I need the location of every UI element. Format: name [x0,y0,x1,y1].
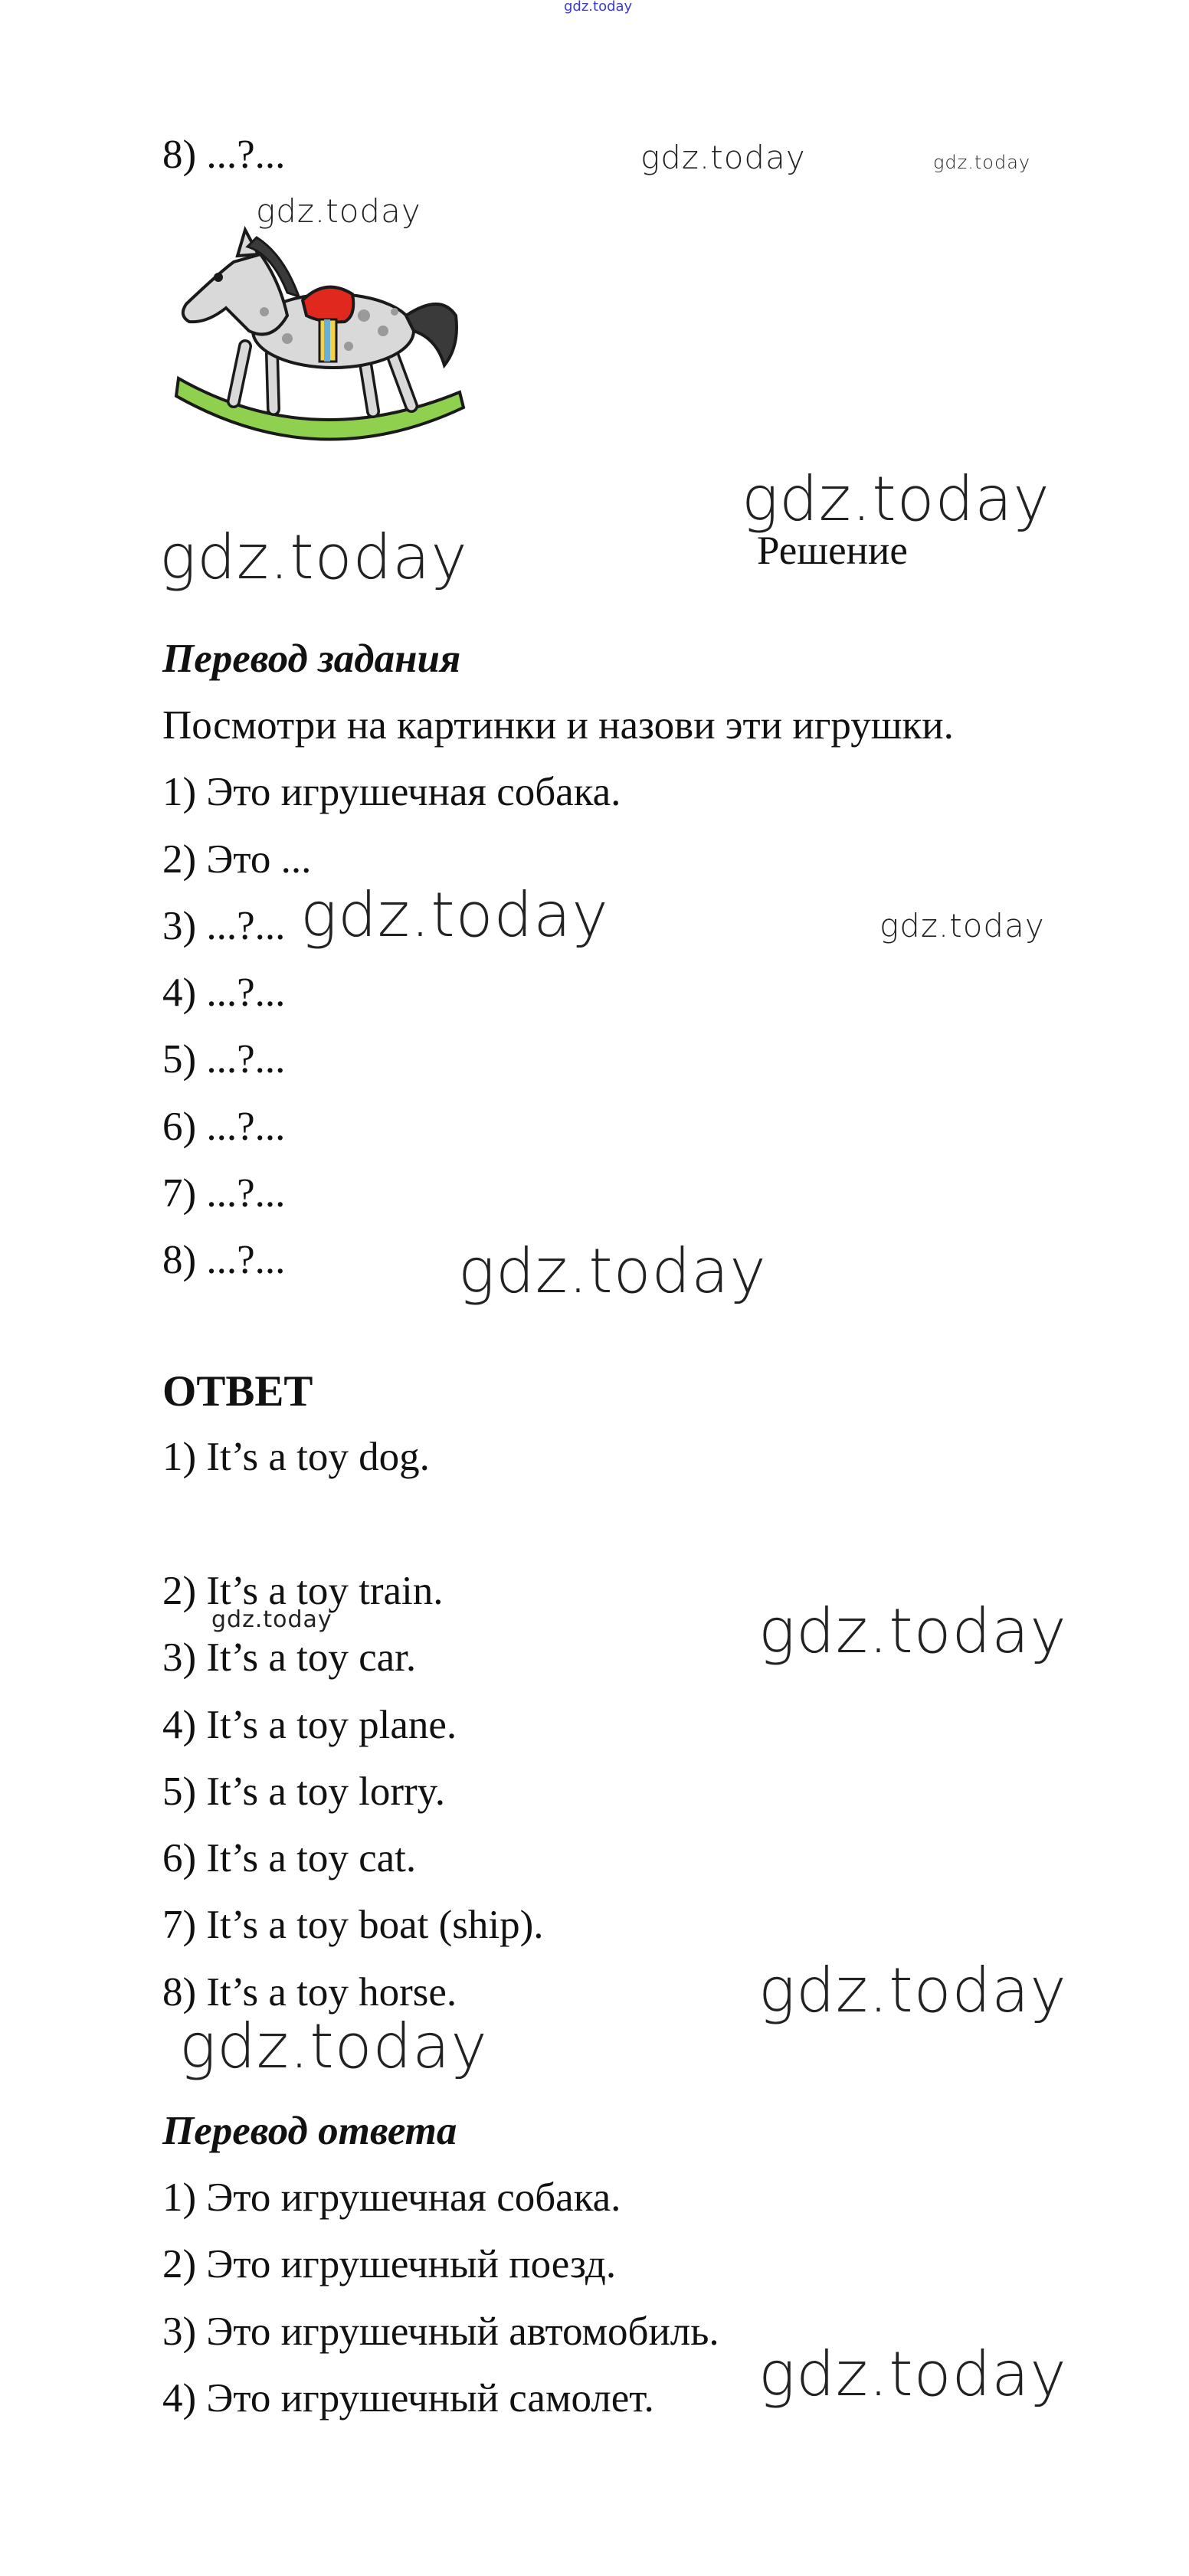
task-translation-item: 7) ...?... [162,1171,286,1216]
task-translation-item: 1) Это игрушечная собака. [162,770,621,814]
answer-item: 7) It’s a toy boat (ship). [162,1903,544,1947]
answer-item: 4) It’s a toy plane. [162,1703,457,1747]
answer-item: 2) It’s a toy train. [162,1569,444,1613]
answer-item: 3) It’s a toy car. [162,1635,417,1680]
rocking-horse-icon [172,201,471,465]
answer-translation-item: 2) Это игрушечный поезд. [162,2242,617,2286]
task-translation-item: 4) ...?... [162,971,286,1015]
task-translation-item: 8) ...?... [162,1238,286,1282]
task-translation-item: 3) ...?... [162,904,286,948]
answer-translation-item: 3) Это игрушечный автомобиль. [162,2309,719,2354]
answer-item: 1) It’s a toy dog. [162,1435,430,1479]
watermark-text: gdz.today [159,522,468,593]
task-translation-item: 2) Это ... [162,837,312,882]
watermark-text: gdz.today [879,907,1045,944]
answer-translation-heading: Перевод ответа [162,2109,457,2153]
watermark-text: gdz.today [179,2011,488,2082]
solution-label: Решение [757,529,908,573]
top-watermark: gdz.today [564,0,633,15]
watermark-text: gdz.today [458,1236,767,1307]
answer-item: 8) It’s a toy horse. [162,1970,457,2015]
watermark-text: gdz.today [758,1955,1067,2026]
watermark-text: gdz.today [758,1596,1067,1667]
task-translation-heading: Перевод задания [162,637,461,681]
task-instruction: Посмотри на картинки и назови эти игрушки. [162,703,954,748]
watermark-text: gdz.today [758,2339,1067,2410]
watermark-text: gdz.today [742,463,1050,535]
watermark-text: gdz.today [933,152,1031,173]
task-translation-item: 5) ...?... [162,1037,286,1082]
answer-heading: ОТВЕТ [162,1367,313,1416]
watermark-text: gdz.today [211,1606,332,1633]
task-translation-item: 6) ...?... [162,1105,286,1149]
answer-item: 6) It’s a toy cat. [162,1836,417,1880]
watermark-text: gdz.today [640,139,806,176]
task-item-8: 8) ...?... [162,133,286,177]
answer-item: 5) It’s a toy lorry. [162,1769,445,1814]
answer-translation-item: 1) Это игрушечная собака. [162,2175,621,2220]
watermark-text: gdz.today [300,879,609,951]
answer-translation-item: 4) Это игрушечный самолет. [162,2376,654,2421]
watermark-text: gdz.today [256,192,421,230]
